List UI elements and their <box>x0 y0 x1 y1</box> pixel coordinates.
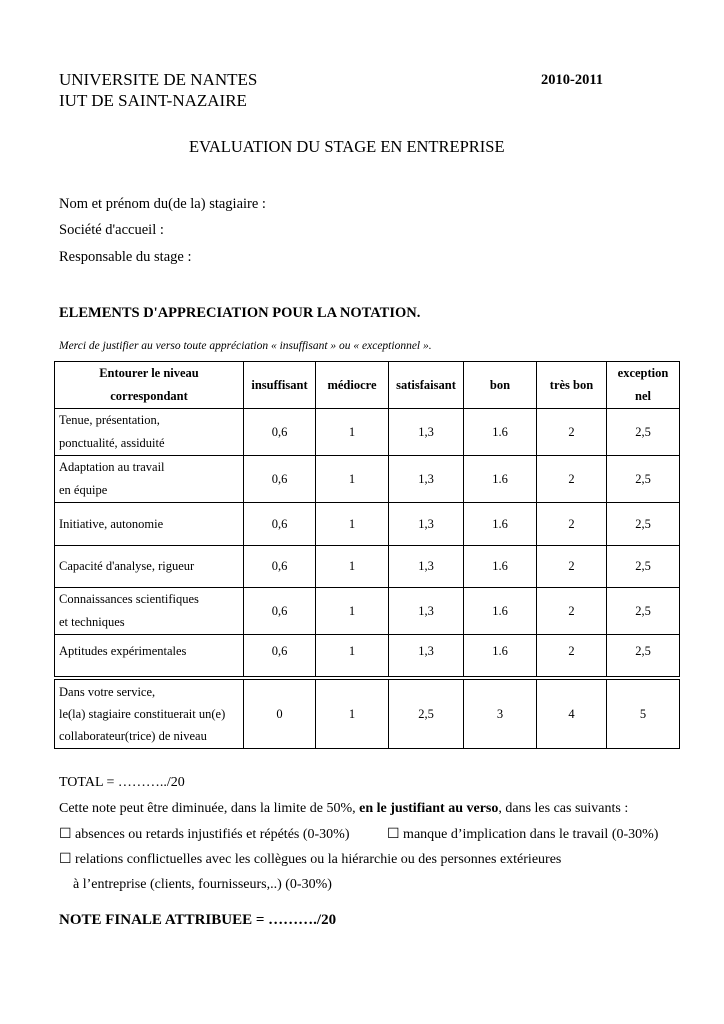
criterion-line1: Connaissances scientifiques <box>59 592 199 606</box>
score-cell[interactable]: 2,5 <box>607 409 680 456</box>
score-cell[interactable]: 1,3 <box>389 546 464 588</box>
section-title: ELEMENTS D'APPRECIATION POUR LA NOTATION. <box>59 305 421 321</box>
table-row <box>55 588 680 635</box>
trainee-name-field: Nom et prénom du(de la) stagiaire : <box>59 196 266 212</box>
score-cell[interactable]: 2 <box>537 635 607 677</box>
criterion-line2: et techniques <box>59 615 125 629</box>
score-cell[interactable]: 1,3 <box>389 635 464 677</box>
score-cell[interactable]: 2,5 <box>607 635 680 677</box>
evaluation-table <box>54 361 680 677</box>
score-cell[interactable]: 2 <box>537 588 607 635</box>
score-cell[interactable]: 3 <box>464 680 537 749</box>
score-cell[interactable]: 5 <box>607 680 680 749</box>
score-cell[interactable]: 0 <box>244 680 316 749</box>
table-row <box>55 503 680 546</box>
score-cell[interactable]: 1 <box>316 635 389 677</box>
header-exception-line2: nel <box>635 389 651 403</box>
collaborator-label <box>55 680 244 749</box>
score-cell[interactable]: 2 <box>537 409 607 456</box>
score-cell[interactable]: 1 <box>316 588 389 635</box>
score-cell[interactable]: 1.6 <box>464 588 537 635</box>
table-row <box>55 680 680 749</box>
academic-year: 2010-2011 <box>541 72 604 88</box>
score-cell[interactable]: 0,6 <box>244 588 316 635</box>
score-cell[interactable]: 1,3 <box>389 503 464 546</box>
collaborator-line1: Dans votre service, <box>59 685 156 699</box>
criterion-label: Initiative, autonomie <box>55 503 244 546</box>
instruction-note: Merci de justifier au verso toute appréciation « insuffisant » ou « exceptionnel ». <box>59 340 432 352</box>
header-criteria-line2: correspondant <box>110 389 188 403</box>
score-cell[interactable]: 2,5 <box>607 588 680 635</box>
score-cell[interactable]: 2,5 <box>389 680 464 749</box>
score-cell[interactable]: 1.6 <box>464 456 537 503</box>
score-cell[interactable]: 1 <box>316 456 389 503</box>
option-implication[interactable]: ☐ manque d’implication dans le travail (0-30%) <box>387 827 659 842</box>
table-row <box>55 546 680 588</box>
header-level-bon: bon <box>464 362 537 409</box>
score-cell[interactable]: 2 <box>537 456 607 503</box>
criterion-line1: Adaptation au travail <box>59 460 165 474</box>
header-level-exceptionnel <box>607 362 680 409</box>
score-cell[interactable]: 1 <box>316 409 389 456</box>
reduction-bold: en le justifiant au verso <box>359 801 499 816</box>
criterion-line2: en équipe <box>59 483 108 497</box>
score-cell[interactable]: 1 <box>316 680 389 749</box>
table-row <box>55 409 680 456</box>
criterion-line2: ponctualité, assiduité <box>59 436 165 450</box>
page-title: EVALUATION DU STAGE EN ENTREPRISE <box>189 137 505 156</box>
score-cell[interactable]: 0,6 <box>244 456 316 503</box>
header-level-tres-bon: très bon <box>537 362 607 409</box>
final-note: NOTE FINALE ATTRIBUEE = ………./20 <box>59 912 337 928</box>
table-header-row <box>55 362 680 409</box>
header-criteria <box>55 362 244 409</box>
option-absences[interactable]: ☐ absences ou retards injustifiés et répétés (0-30%) <box>59 827 350 842</box>
score-cell[interactable]: 2 <box>537 503 607 546</box>
score-cell[interactable]: 1,3 <box>389 588 464 635</box>
score-cell[interactable]: 1 <box>316 546 389 588</box>
university-name: UNIVERSITE DE NANTES <box>59 70 258 89</box>
score-cell[interactable]: 1,3 <box>389 409 464 456</box>
criterion-label <box>55 588 244 635</box>
option-relations-continuation: à l’entreprise (clients, fournisseurs,..) (0-30%) <box>73 877 332 892</box>
header-level-satisfaisant: satisfaisant <box>389 362 464 409</box>
criterion-label <box>55 409 244 456</box>
header-criteria-line1: Entourer le niveau <box>99 366 199 380</box>
score-cell[interactable]: 0,6 <box>244 409 316 456</box>
score-cell[interactable]: 2,5 <box>607 503 680 546</box>
criterion-label <box>55 456 244 503</box>
header-level-insuffisant: insuffisant <box>244 362 316 409</box>
collaborator-line3: collaborateur(trice) de niveau <box>59 729 207 743</box>
supervisor-field: Responsable du stage : <box>59 249 192 265</box>
criterion-line1: Tenue, présentation, <box>59 413 160 427</box>
criterion-label: Aptitudes expérimentales <box>55 635 244 677</box>
score-cell[interactable]: 1.6 <box>464 635 537 677</box>
criterion-label: Capacité d'analyse, rigueur <box>55 546 244 588</box>
score-cell[interactable]: 2 <box>537 546 607 588</box>
score-cell[interactable]: 0,6 <box>244 503 316 546</box>
score-cell[interactable]: 0,6 <box>244 546 316 588</box>
reduction-text <box>59 801 628 817</box>
score-cell[interactable]: 1,3 <box>389 456 464 503</box>
reduction-after: , dans les cas suivants : <box>498 801 629 816</box>
option-relations[interactable]: ☐ relations conflictuelles avec les collègues ou la hiérarchie ou des personnes extérieures <box>59 852 562 867</box>
host-company-field: Société d'accueil : <box>59 222 164 238</box>
total-line: TOTAL = ………../20 <box>59 775 185 790</box>
score-cell[interactable]: 0,6 <box>244 635 316 677</box>
table-row <box>55 456 680 503</box>
score-cell[interactable]: 2,5 <box>607 546 680 588</box>
score-cell[interactable]: 1.6 <box>464 546 537 588</box>
score-cell[interactable]: 1 <box>316 503 389 546</box>
score-cell[interactable]: 2,5 <box>607 456 680 503</box>
institute-name: IUT DE SAINT-NAZAIRE <box>59 91 247 110</box>
collaborator-line2: le(la) stagiaire constituerait un(e) <box>59 707 226 721</box>
score-cell[interactable]: 4 <box>537 680 607 749</box>
header-exception-line1: exception <box>617 366 669 380</box>
header-level-mediocre: médiocre <box>316 362 389 409</box>
score-cell[interactable]: 1.6 <box>464 409 537 456</box>
reduction-before: Cette note peut être diminuée, dans la limite de 50%, <box>59 801 360 816</box>
score-cell[interactable]: 1.6 <box>464 503 537 546</box>
table-row <box>55 635 680 677</box>
collaborator-level-table <box>54 679 680 749</box>
